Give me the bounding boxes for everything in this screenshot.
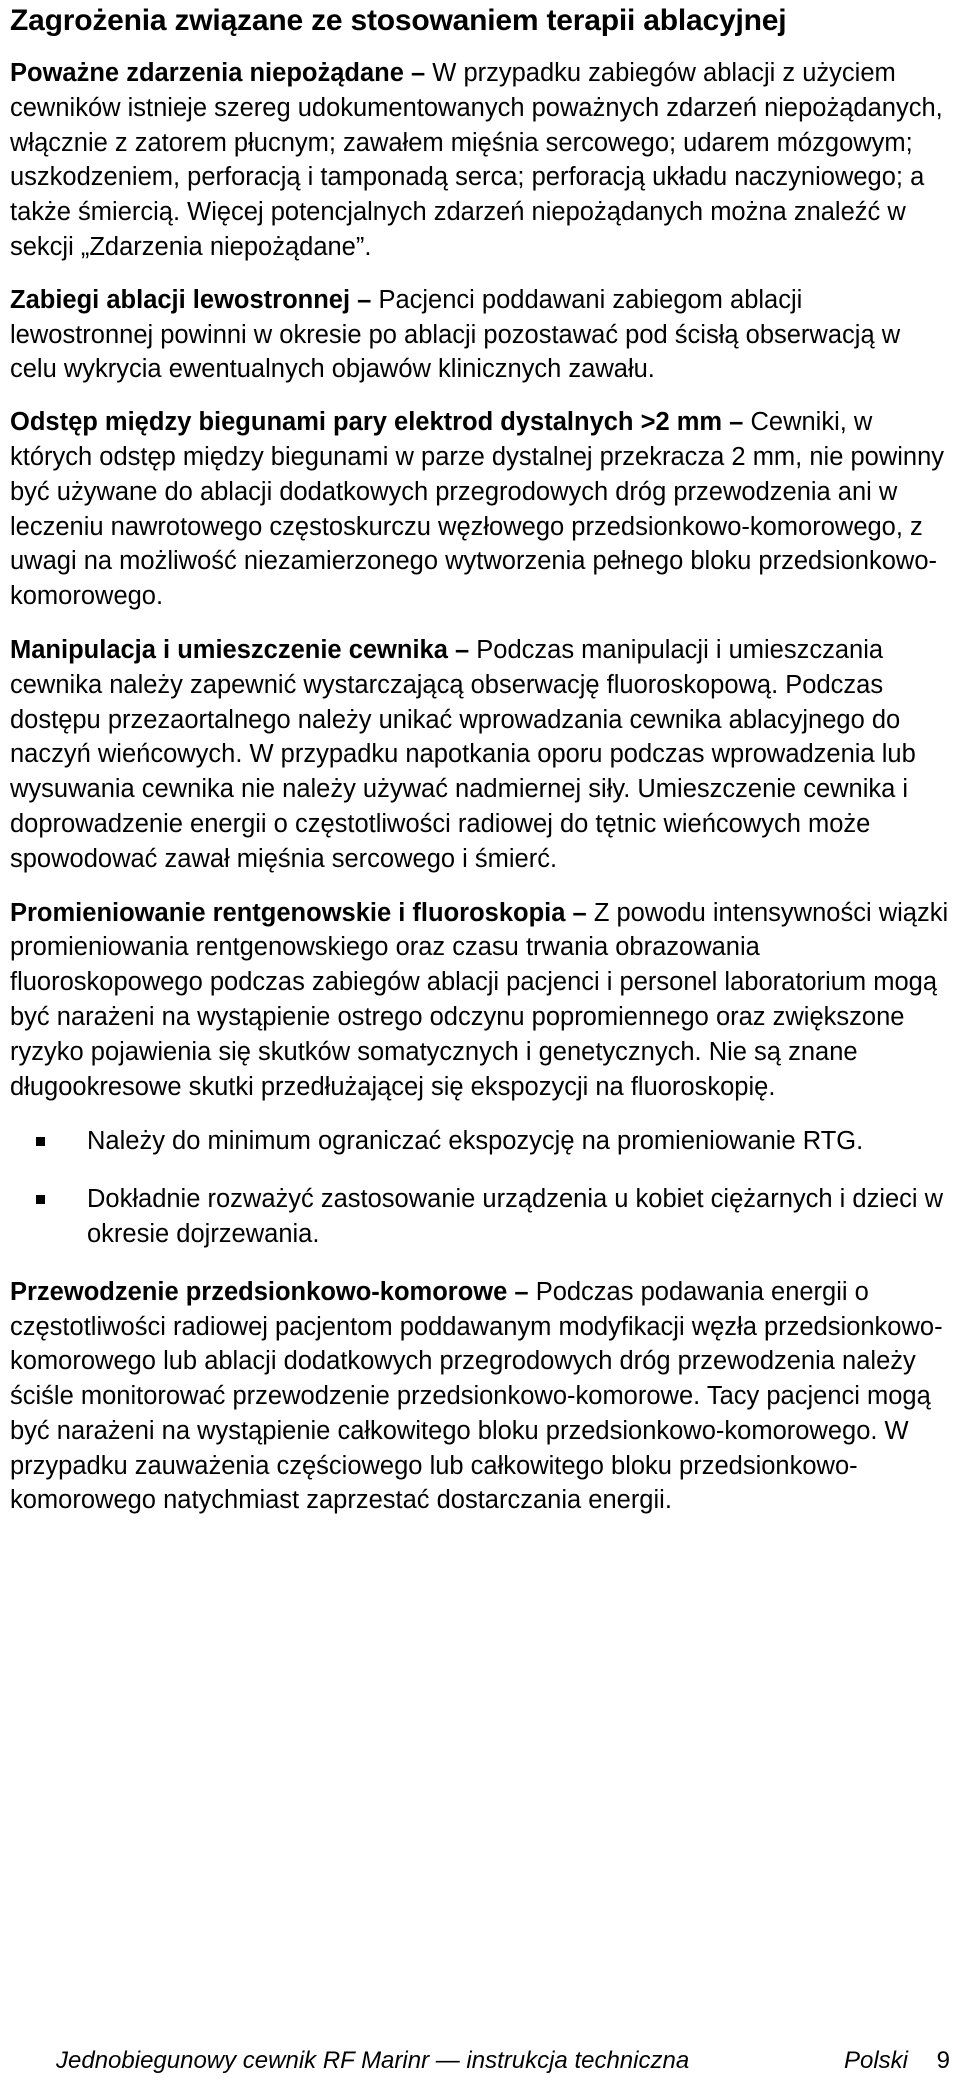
- section-text: Pacjenci poddawani zabiegom ablacji lewostronnej powinni w okresie po ablacji pozostawać pod ścisłą obserwacją w celu wykrycia ewentualnych objawów klinicznych zawału.: [10, 285, 901, 384]
- section-text: Cewniki, w których odstęp między biegunami w parze dystalnej przekracza 2 mm, nie powinny być używane do ablacji dodatkowych przegrodowych dróg przewodzenia ani w leczeniu nawrotowego częstoskurczu węzłowego przedsionkowo-komorowego, z uwagi na możliwość niezamierzonego wytworzenia pełnego bloku przedsionkowo-komorowego.: [10, 408, 945, 611]
- footer-document-title: Jednobiegunowy cewnik RF Marinr — instrukcja techniczna: [56, 2047, 690, 2074]
- section-text: W przypadku zabiegów ablacji z użyciem cewników istnieje szereg udokumentowanych poważnych zdarzeń niepożądanych, włącznie z zatorem płucnym; zawałem mięśnia sercowego; udarem mózgowym; uszkodzeniem, perforacją i tamponadą serca; perforacją układu naczyniowego; a także śmiercią. Więcej potencjalnych zdarzeń niepożądanych można znaleźć w sekcji „Zdarzenia niepożądane”.: [10, 59, 943, 261]
- list-item: [10, 1124, 950, 1159]
- section-text: Z powodu intensywności wiązki promieniowania rentgenowskiego oraz czasu trwania obrazowania fluoroskopowego podczas zabiegów ablacji pacjenci i personel laboratorium mogą być narażeni na wystąpienie ostrego odczynu popromiennego oraz zwiększone ryzyko pojawienia się skutków somatycznych i genetycznych. Nie są znane długookresowe skutki przedłużającej się ekspozycji na fluoroskopię.: [10, 898, 949, 1101]
- section-av-conduction: [10, 1275, 950, 1519]
- section-electrode-spacing: [10, 405, 950, 614]
- section-text: Podczas podawania energii o częstotliwości radiowej pacjentom poddawanym modyfikacji węzła przedsionkowo-komorowego lub ablacji dodatkowych przegrodowych dróg przewodzenia należy ściśle monitorować przewodzenie przedsionkowo-komorowe. Tacy pacjenci mogą być narażeni na wystąpienie całkowitego bloku przedsionkowo-komorowego. W przypadku zauważenia częściowego lub całkowitego bloku przedsionkowo-komorowego natychmiast zaprzestać dostarczania energii.: [10, 1277, 943, 1515]
- section-term: Poważne zdarzenia niepożądane –: [10, 59, 426, 87]
- list-item-text: Należy do minimum ograniczać ekspozycję na promieniowanie RTG.: [87, 1127, 864, 1156]
- document-page: [10, 0, 950, 1518]
- section-term: Promieniowanie rentgenowskie i fluoroskopia –: [10, 898, 587, 927]
- section-catheter-manipulation: [10, 633, 950, 877]
- section-term: Odstęp między biegunami pary elektrod dystalnych >2 mm –: [10, 408, 744, 437]
- section-left-sided-ablation: [10, 283, 950, 387]
- section-term: Manipulacja i umieszczenie cewnika –: [10, 635, 470, 664]
- page-title: Zagrożenia związane ze stosowaniem terapii ablacyjnej: [10, 4, 787, 37]
- bullet-list: [10, 1124, 950, 1251]
- section-xray-fluoroscopy: [10, 896, 950, 1105]
- page-number: 9: [936, 2047, 950, 2074]
- section-term: Zabiegi ablacji lewostronnej –: [10, 285, 372, 314]
- square-bullet-icon: [36, 1195, 45, 1204]
- square-bullet-icon: [36, 1137, 45, 1146]
- section-serious-adverse-events: [10, 56, 950, 265]
- section-term: Przewodzenie przedsionkowo-komorowe –: [10, 1277, 529, 1306]
- section-text: Podczas manipulacji i umieszczania cewnika należy zapewnić wystarczającą obserwację fluoroskopową. Podczas dostępu przezaortalnego należy unikać wprowadzania cewnika ablacyjnego do naczyń wieńcowych. W przypadku napotkania oporu podczas wprowadzenia lub wysuwania cewnika nie należy używać nadmiernej siły. Umieszczenie cewnika i doprowadzenie energii o częstotliwości radiowej do tętnic wieńcowych może spowodować zawał mięśnia sercowego i śmierć.: [10, 635, 916, 873]
- list-item-text: Dokładnie rozważyć zastosowanie urządzenia u kobiet ciężarnych i dzieci w okresie dojrzewania.: [87, 1185, 944, 1248]
- list-item: [10, 1182, 950, 1252]
- footer-language: Polski: [843, 2047, 908, 2074]
